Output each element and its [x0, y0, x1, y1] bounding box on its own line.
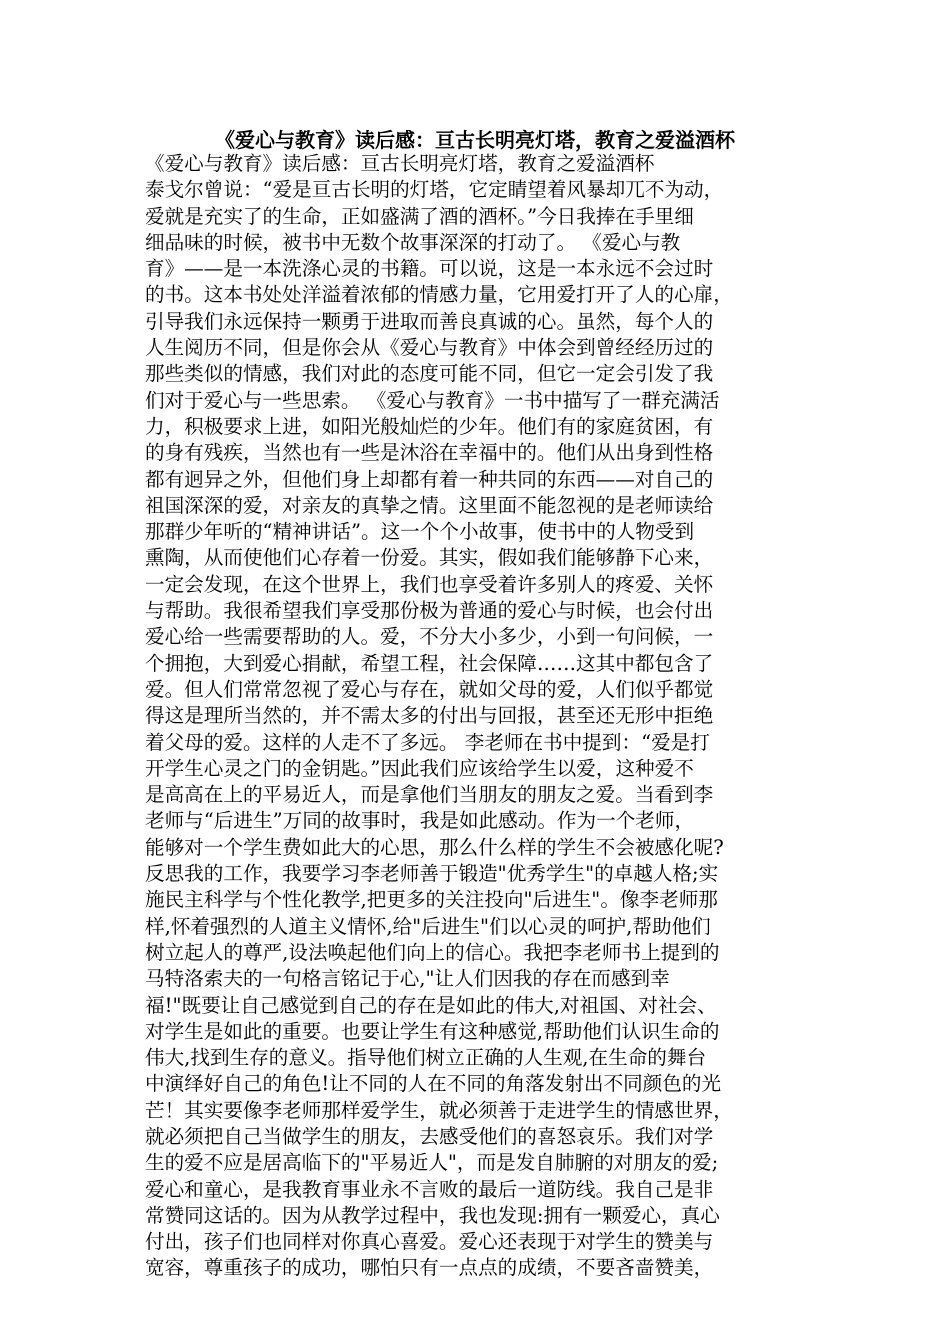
body-line: 《爱心与教育》读后感：亘古长明亮灯塔，教育之爱溢酒杯: [145, 152, 655, 175]
body-line: 与帮助。我很希望我们享受那份极为普通的爱心与时候，也会付出: [145, 599, 714, 623]
body-line: 生的爱不应是居高临下的"平易近人"，而是发自肺腑的对朋友的爱;: [145, 1151, 719, 1175]
body-line: 的书。这本书处处洋溢着浓郁的情感力量，它用爱打开了人的心扉，: [145, 283, 733, 307]
body-line: 中演绎好自己的角色!让不同的人在不同的角落发射出不同颜色的光: [145, 1072, 722, 1096]
body-line: 爱心给一些需要帮助的人。爱，不分大小多少，小到一句问候，一: [145, 625, 714, 649]
body-line: 着父母的爱。这样的人走不了多远。 李老师在书中提到：“爱是打: [145, 730, 710, 754]
body-line: 得这是理所当然的，并不需太多的付出与回报，甚至还无形中拒绝: [145, 704, 714, 728]
body-line: 引导我们永远保持一颗勇于进取而善良真诚的心。虽然，每个人的: [145, 309, 714, 333]
body-line: 人生阅历不同，但是你会从《爱心与教育》中体会到曾经经历过的: [145, 336, 714, 360]
body-line: 开学生心灵之门的金钥匙。”因此我们应该给学生以爱，这种爱不: [145, 756, 694, 780]
body-line: 那些类似的情感，我们对此的态度可能不同，但它一定会引发了我: [145, 362, 714, 386]
body-line: 泰戈尔曾说：“爱是亘古长明的灯塔，它定睛望着风暴却兀不为动，: [145, 178, 724, 202]
body-line: 力，积极要求上进，如阳光般灿烂的少年。他们有的家庭贫困，有: [145, 414, 714, 438]
body-line: 是高高在上的平易近人，而是拿他们当朋友的朋友之爱。当看到李: [145, 783, 714, 807]
body-line: 树立起人的尊严,设法唤起他们向上的信心。我把李老师书上提到的: [145, 940, 720, 964]
body-line: 细品味的时候，被书中无数个故事深深的打动了。 《爱心与教: [145, 230, 681, 254]
body-line: 福!"既要让自己感觉到自己的存在是如此的伟大,对祖国、对社会、: [145, 993, 717, 1017]
body-line: 爱就是充实了的生命，正如盛满了酒的酒杯。”今日我捧在手里细: [145, 204, 694, 228]
body-line: 对学生是如此的重要。也要让学生有这种感觉,帮助他们认识生命的: [145, 1019, 720, 1043]
body-line: 马特洛索夫的一句格言铭记于心,"让人们因我的存在而感到幸: [145, 967, 670, 991]
body-line: 那群少年听的“精神讲话”。这一个个小故事，使书中的人物受到: [145, 520, 695, 544]
body-line: 老师与“后进生”万同的故事时，我是如此感动。作为一个老师，: [145, 809, 695, 833]
body-line: 付出，孩子们也同样对你真心喜爱。爱心还表现于对学生的赞美与: [145, 1230, 714, 1254]
body-line: 爱心和童心，是我教育事业永不言败的最后一道防线。我自己是非: [145, 1177, 714, 1201]
body-line: 施民主科学与个性化教学,把更多的关注投向"后进生"。像李老师那: [145, 888, 718, 912]
body-line: 常赞同这话的。因为从教学过程中，我也发现:拥有一颗爱心，真心: [145, 1203, 720, 1227]
body-line: 祖国深深的爱，对亲友的真挚之情。这里面不能忽视的是老师读给: [145, 493, 714, 517]
body-line: 就必须把自己当做学生的朋友，去感受他们的喜怒哀乐。我们对学: [145, 1124, 714, 1148]
body-line: 个拥抱，大到爱心捐献，希望工程，社会保障……这其中都包含了: [145, 651, 714, 675]
body-line: 能够对一个学生费如此大的心思，那么什么样的学生不会被感化呢?: [145, 835, 724, 859]
body-line: 样,怀着强烈的人道主义情怀,给"后进生"们以心灵的呵护,帮助他们: [145, 914, 711, 938]
body-line: 芒！其实要像李老师那样爱学生，就必须善于走进学生的情感世界，: [145, 1098, 733, 1122]
body-line: 宽容，尊重孩子的成功，哪怕只有一点点的成绩，不要吝啬赞美，: [145, 1256, 714, 1280]
body-line: 爱。但人们常常忽视了爱心与存在，就如父母的爱，人们似乎都觉: [145, 677, 714, 701]
body-line: 一定会发现，在这个世界上，我们也享受着许多别人的疼爱、关怀: [145, 572, 714, 596]
body-line: 都有迥异之外，但他们身上却都有着一种共同的东西——对自己的: [145, 467, 714, 491]
body-line: 的身有残疾，当然也有一些是沐浴在幸福中的。他们从出身到性格: [145, 441, 714, 465]
body-line: 伟大,找到生存的意义。指导他们树立正确的人生观,在生命的舞台: [145, 1046, 707, 1070]
document-body: [145, 151, 805, 1282]
body-line: 反思我的工作，我要学习李老师善于锻造"优秀学生"的卓越人格;实: [145, 862, 719, 886]
body-line: 育》——是一本洗涤心灵的书籍。可以说，这是一本永远不会过时: [145, 257, 714, 281]
body-line: 们对于爱心与一些思索。 《爱心与教育》一书中描写了一群充满活: [145, 388, 720, 412]
document-title: 《爱心与教育》读后感：亘古长明亮灯塔，教育之爱溢酒杯: [215, 128, 735, 152]
body-line: 熏陶，从而使他们心存着一份爱。其实，假如我们能够静下心来，: [145, 546, 714, 570]
